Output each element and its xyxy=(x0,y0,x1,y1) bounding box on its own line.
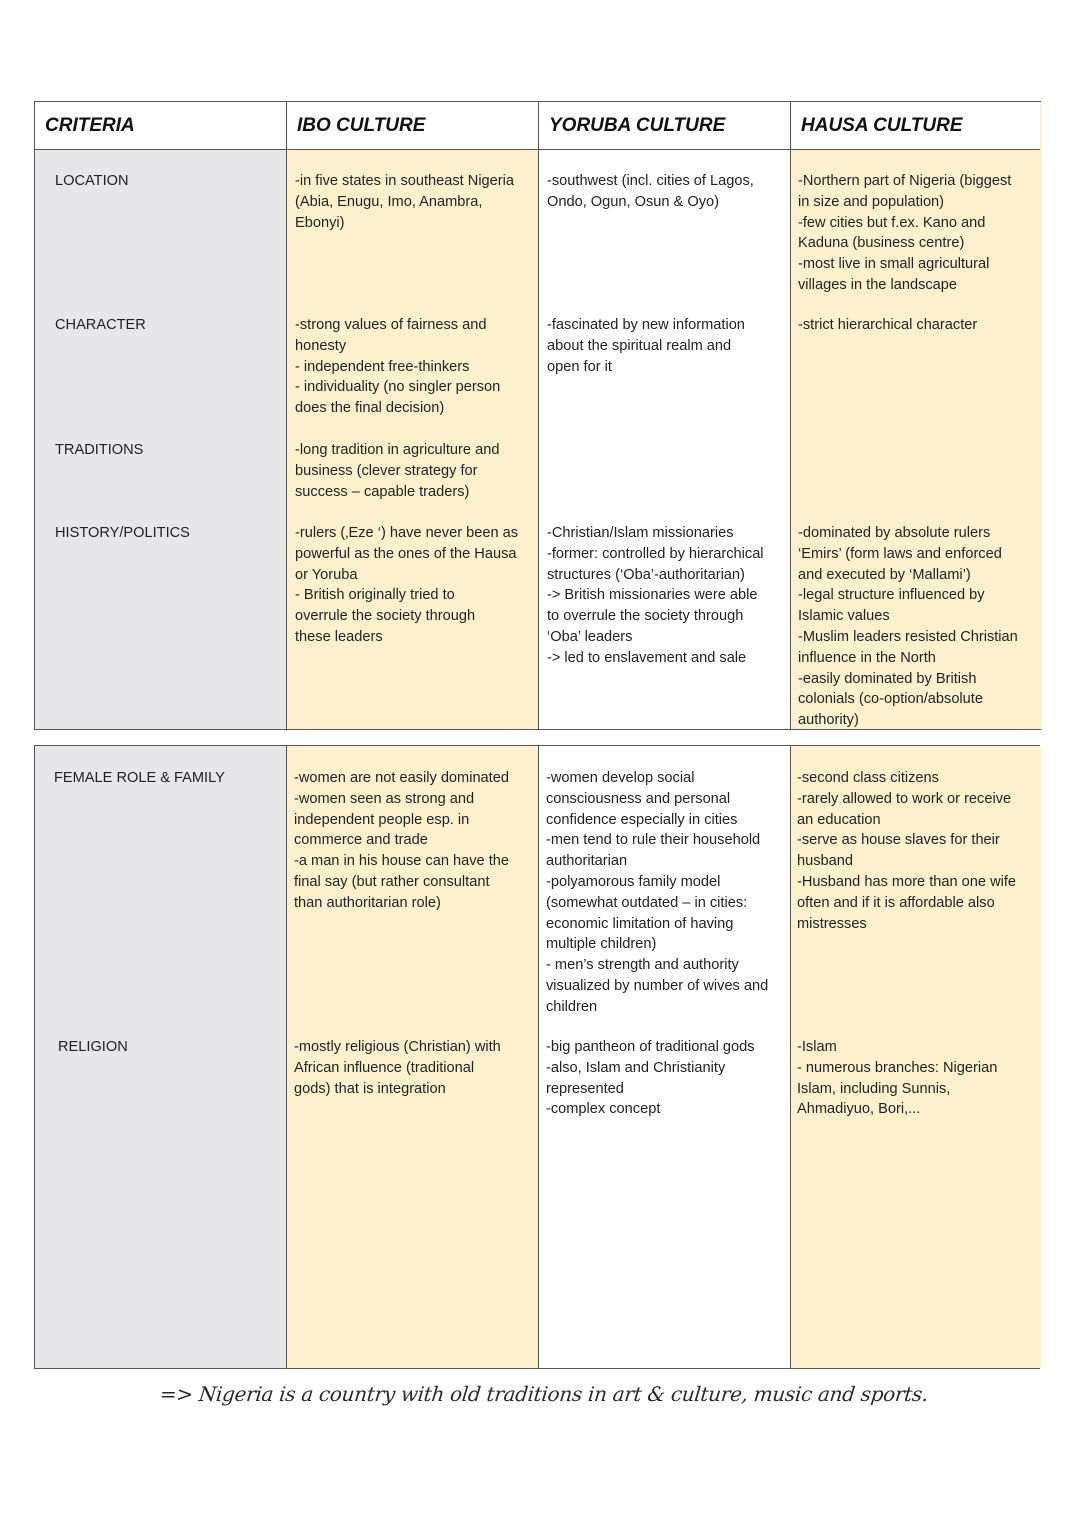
criteria-location: LOCATION xyxy=(55,173,129,189)
hausa-character: -strict hierarchical character xyxy=(798,317,978,333)
ibo-history-politics: -rulers (‚Eze ‘) have never been as powerful as the ones of the Hausa or Yoruba - British originally tried to overrule the society through these leaders xyxy=(295,525,519,645)
yoruba-location: -southwest (incl. cities of Lagos, Ondo, Ogun, Osun & Oyo) xyxy=(547,173,754,210)
header-yoruba: YORUBA CULTURE xyxy=(539,102,791,149)
yoruba-history-politics: -Christian/Islam missionaries -former: controlled by hierarchical structures (‘Oba’-authoritarian) -> British missionaries were able to overrule the society through ‘Oba’ leaders -> led to enslavement and sale xyxy=(547,525,764,666)
criteria-character: CHARACTER xyxy=(55,317,146,333)
hausa-religion: -Islam - numerous branches: Nigerian Islam, including Sunnis, Ahmadiyuo, Bori,... xyxy=(797,1039,998,1118)
hausa-history-politics: -dominated by absolute rulers ‘Emirs’ (form laws and enforced and executed by ‘Mallami’) -legal structure influenced by Islamic values -Muslim leaders resisted Christian influence in the North -easily dominated by British colonials (co-option/absolute authority) xyxy=(798,525,1018,729)
ibo-traditions: -long tradition in agriculture and business (clever strategy for success – capable traders) xyxy=(295,442,500,500)
culture-table-part-2 xyxy=(34,745,1040,1369)
ibo-character: -strong values of fairness and honesty - independent free-thinkers - individuality (no singler person does the final decision) xyxy=(295,317,501,417)
hausa-female-role-family: -second class citizens -rarely allowed to work or receive an education -serve as house slaves for their husband -Husband has more than one wife often and if it is affordable also mistresses xyxy=(797,770,1017,932)
yoruba-female-role-family: -women develop social consciousness and personal confidence especially in cities -men tend to rule their household authoritarian -polyamorous family model (somewhat outdated – in cities: economic limitation of having multiple children) - men’s strength and authority visualized by number of wives and children xyxy=(546,770,769,1015)
header-ibo: IBO CULTURE xyxy=(287,102,539,149)
criteria-religion: RELIGION xyxy=(58,1039,128,1055)
table-header-row xyxy=(35,102,1040,150)
culture-table-part-1 xyxy=(34,101,1041,730)
yoruba-character: -fascinated by new information about the spiritual realm and open for it xyxy=(547,317,745,375)
hausa-location: -Northern part of Nigeria (biggest in size and population) -few cities but f.ex. Kano and Kaduna (business centre) -most live in small agricultural villages in the landscape xyxy=(798,173,1012,293)
header-criteria: CRITERIA xyxy=(35,102,287,149)
handwritten-conclusion: => Nigeria is a country with old traditions in art & culture, music and sports. xyxy=(158,1382,930,1406)
ibo-female-role-family: -women are not easily dominated -women seen as strong and independent people esp. in commerce and trade -a man in his house can have the final say (but rather consultant than authoritarian role) xyxy=(294,770,509,911)
criteria-traditions: TRADITIONS xyxy=(55,442,144,458)
yoruba-religion: -big pantheon of traditional gods -also, Islam and Christianity represented -complex concept xyxy=(546,1039,755,1118)
criteria-female-role-family: FEMALE ROLE & FAMILY xyxy=(54,770,225,786)
criteria-history-politics: HISTORY/POLITICS xyxy=(55,525,190,541)
header-hausa: HAUSA CULTURE xyxy=(801,115,963,136)
ibo-religion: -mostly religious (Christian) with African influence (traditional gods) that is integration xyxy=(294,1039,501,1097)
ibo-location: -in five states in southeast Nigeria (Abia, Enugu, Imo, Anambra, Ebonyi) xyxy=(295,173,515,231)
criteria-column xyxy=(35,102,287,729)
